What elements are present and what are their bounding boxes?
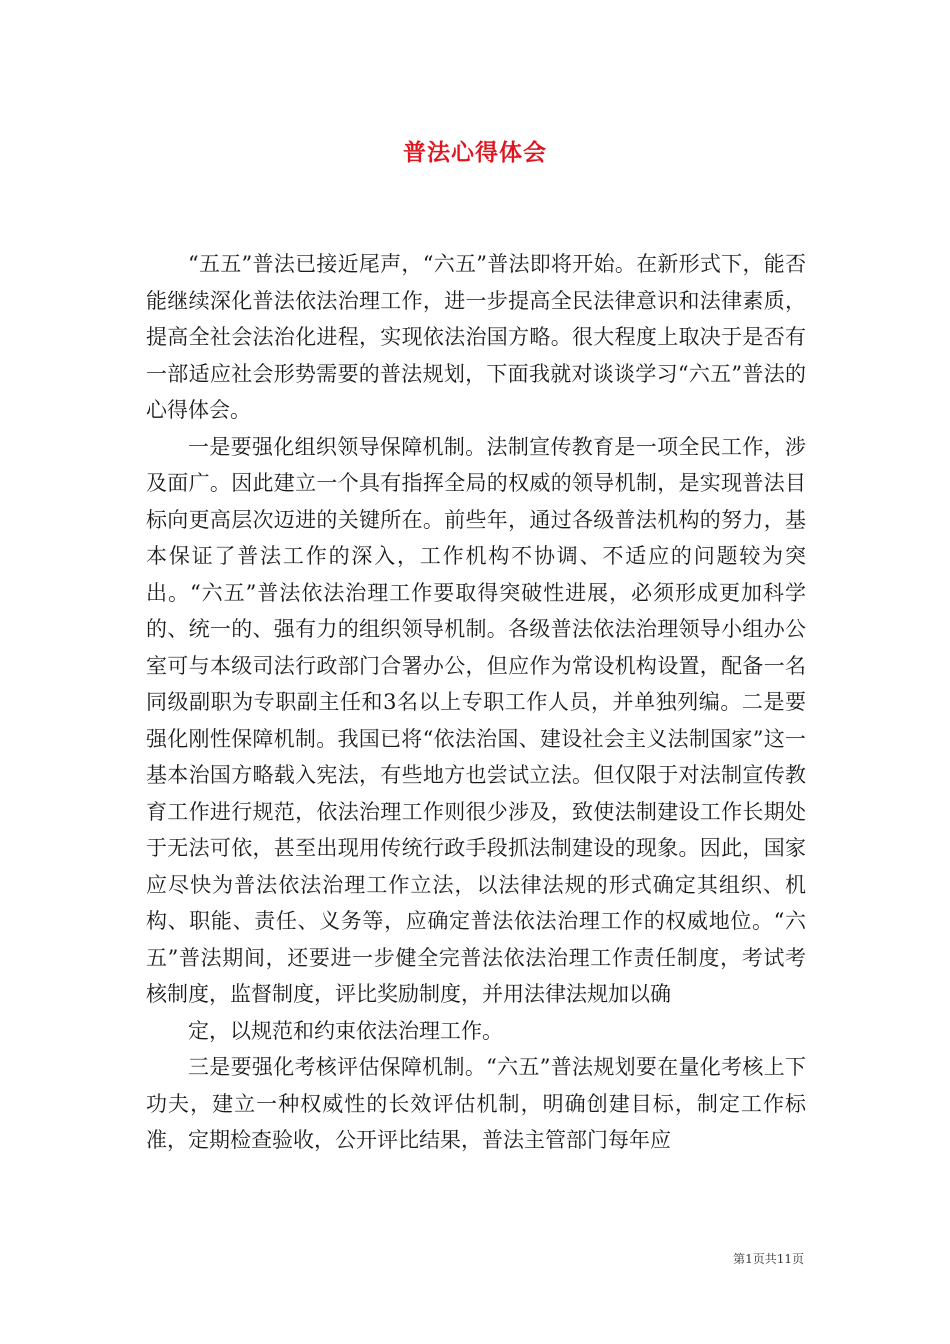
paragraph-continuation: 定，以规范和约束依法治理工作。 (188, 1018, 503, 1043)
page-number-footer: 第1页共11页 (733, 1252, 804, 1266)
document-title: 普法心得体会 (403, 139, 547, 166)
paragraph-mechanisms: 一是要强化组织领导保障机制。法制宣传教育是一项全民工作，涉及面广。因此建立一个具有指挥全局的权威的领导机制，是实现普法目标向更高层次迈进的关键所在。前些年，通过各级普法机构的努力，基本保证了普法工作的深入，工作机构不协调、不适应的问题较为突出。“六五”普法依法治理工作要取得突破性进展，必须形成更加科学的、统一的、强有力的组织领导机制。各级普法依法治理领导小组办公室可与本级司法行政部门合署办公，但应作为常设机构设置，配备一名同级副职为专职副主任和3名以上专职工作人员，并单独列编。二是要强化刚性保障机制。我国已将“依法治国、建设社会主义法制国家”这一基本治国方略载入宪法，有些地方也尝试立法。但仅限于对法制宣传教育工作进行规范，依法治理工作则很少涉及，致使法制建设工作长期处于无法可依，甚至出现用传统行政手段抓法制建设的现象。因此，国家应尽快为普法依法治理工作立法，以法律法规的形式确定其组织、机构、职能、责任、义务等，应确定普法依法治理工作的权威地位。“六五”普法期间，还要进一步健全完普法依法治理工作责任制度，考试考核制度，监督制度，评比奖励制度，并用法律法规加以确 (146, 434, 806, 1006)
document-body (146, 246, 806, 1159)
paragraph-intro: “五五”普法已接近尾声，“六五”普法即将开始。在新形式下，能否能继续深化普法依法治理工作，进一步提高全民法律意识和法律素质，提高全社会法治化进程，实现依法治国方略。很大程度上取决于是否有一部适应社会形势需要的普法规划，下面我就对谈谈学习“六五”普法的心得体会。 (146, 252, 806, 422)
paragraph-assessment: 三是要强化考核评估保障机制。“六五”普法规划要在量化考核上下功夫，建立一种权威性的长效评估机制，明确创建目标，制定工作标准，定期检查验收，公开评比结果，普法主管部门每年应 (146, 1055, 806, 1152)
